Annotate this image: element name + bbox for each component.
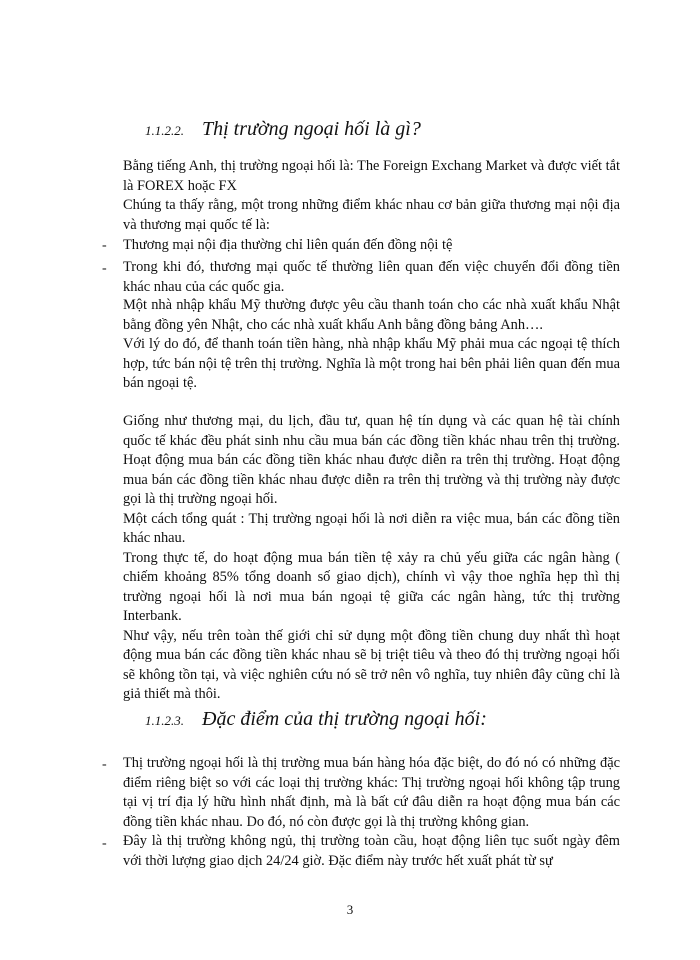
section-number: 1.1.2.2. [145,123,184,138]
bullet-text: Trong khi đó, thương mại quốc tế thường liên quan đến việc chuyển đổi đồng tiền khác nhau của các quốc gia. [123,259,620,295]
paragraph-block-example [123,296,620,394]
section-title: Đặc điểm của thị trường ngoại hối: [202,708,487,730]
section-heading-1-1-2-2 [145,118,421,141]
paragraph: Giống như thương mại, du lịch, đầu tư, quan hệ tín dụng và các quan hệ tài chính quốc tế khác đều phát sinh nhu cầu mua bán các đồng tiền khác nhau trên thị trường. Hoạt động mua bán các đồng tiền khác nhau được diễn ra trên thị trường. Hoạt động mua bán các đồng tiền khác nhau được diễn ra trên thị trường và thị trường này được gọi là thị trường ngoại hối. [123,413,620,507]
bullet-marker: - [102,238,107,253]
bullet-text: Đây là thị trường không ngủ, thị trường toàn cầu, hoạt động liên tục suốt ngày đêm với thời lượng giao dịch 24/24 giờ. Đặc điểm này trước hết xuất phát từ sự [123,833,620,869]
paragraph: Trong thực tế, do hoạt động mua bán tiền tệ xảy ra chủ yếu giữa các ngân hàng ( chiếm khoảng 85% tổng doanh số giao dịch), chính vì vậy thoe nghĩa hẹp thì thị trường ngoại hối là nơi mua bán ngoại tệ giữa các ngân hàng, tức thị trường Interbank. [123,549,620,624]
bullet-text: Thị trường ngoại hối là thị trường mua bán hàng hóa đặc biệt, do đó nó có những đặc điểm riêng biệt so với các loại thị trường khác: Thị trường ngoại hối không tập trung tại vị trí địa lý hữu hình nhất định, mà là bất cứ đâu diễn ra hoạt động mua bán các đồng tiền khác nhau. Do đó, nó còn được gọi là thị trường không gian. [123,755,620,830]
paragraph-block-intro [123,157,620,235]
bullet-item [123,754,620,832]
bullet-marker: - [102,261,107,276]
bullet-item [123,832,620,871]
paragraph: Với lý do đó, để thanh toán tiền hàng, nhà nhập khẩu Mỹ phải mua các ngoại tệ thích hợp, tức bán nội tệ trên thị trường. Nghĩa là một trong hai bên phải liên quan đến mua bán ngoại tệ. [123,336,620,391]
section-heading-1-1-2-3 [145,708,487,731]
bullet-text: Thương mại nội địa thường chỉ liên quán đến đồng nội tệ [123,237,453,253]
bullet-marker: - [102,836,107,851]
page-number: 3 [346,902,354,917]
bullet-item [123,258,620,297]
section-title: Thị trường ngoại hối là gì? [202,118,421,140]
section-number: 1.1.2.3. [145,713,184,728]
paragraph: Chúng ta thấy rằng, một trong những điểm khác nhau cơ bản giữa thương mại nội địa và thương mại quốc tế là: [123,197,620,233]
paragraph: Bằng tiếng Anh, thị trường ngoại hối là: The Foreign Exchang Market và được viết tắt là FOREX hoặc FX [123,158,620,194]
bullet-marker: - [102,757,107,772]
paragraph: Một nhà nhập khẩu Mỹ thường được yêu cầu thanh toán cho các nhà xuất khẩu Nhật bằng đồng yên Nhật, cho các nhà xuất khẩu Anh bằng đồng bảng Anh…. [123,297,620,333]
paragraph: Như vậy, nếu trên toàn thế giới chỉ sử dụng một đồng tiền chung duy nhất thì hoạt động mua bán các đồng tiền khác nhau sẽ bị triệt tiêu và theo đó thị trường ngoại hối sẽ không tồn tại, và việc nghiên cứu nó sẽ trở nên vô nghĩa, tuy nhiên đây cũng chỉ là giả thiết mà thôi. [123,627,620,702]
paragraph-block-definition [123,412,620,705]
paragraph: Một cách tổng quát : Thị trường ngoại hối là nơi diễn ra việc mua, bán các đồng tiền khác nhau. [123,510,620,546]
bullet-item [123,236,620,256]
